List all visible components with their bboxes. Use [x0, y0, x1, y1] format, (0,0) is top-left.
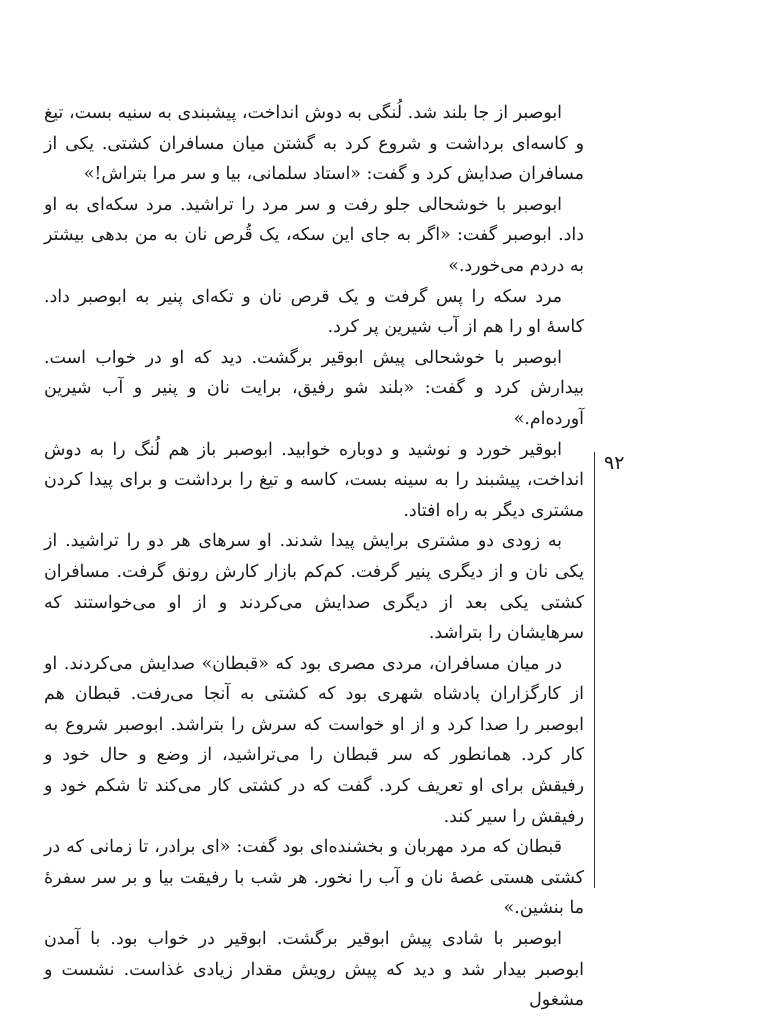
- page-number: ۹۲: [604, 452, 625, 474]
- paragraph: ابوصبر با خوشحالی پیش ابوقیر برگشت. دید که او در خواب است. بیدارش کرد و گفت: «بلند شو رفیق، برایت نان و پنیر و آب شیرین آورده‌ام.»: [44, 347, 584, 429]
- paragraph: در میان مسافران، مردی مصری بود که «قبطان» صدایش می‌کردند. او از کارگزاران پادشاه شهری بود که کشتی به آنجا می‌رفت. قبطان هم ابوصبر را صدا کرد و از او خواست که سرش را بتراشد. ابوصبر شروع به کار کرد. همانطور که سر قبطان را می‌تراشید، از وضع و حال خود و رفیقش برای او تعریف کرد. گفت که در کشتی کار می‌کند تا شکم خود و رفیقش را سیر کند.: [44, 653, 584, 827]
- paragraph: ابوصبر با شادی پیش ابوقیر برگشت. ابوقیر در خواب بود. با آمدن ابوصبر بیدار شد و دید که پیش رویش مقدار زیادی غذاست. نشست و مشغول: [44, 929, 584, 1011]
- paragraph: ابوصبر با خوشحالی جلو رفت و سر مرد را تراشید. مرد سکه‌ای به او داد. ابوصبر گفت: «اگر به جای این سکه، یک قُرص نان به من بدهی بیشتر به دردم می‌خورد.»: [44, 194, 584, 276]
- margin-rule: [594, 452, 595, 888]
- paragraph: ابوصبر از جا بلند شد. لُنگی به دوش انداخت، پیشبندی به سنیه بست، تیغ و کاسه‌ای برداشت و شروع کرد به گشتن میان مسافران کشتی. یکی از مسافران صدایش کرد و گفت: «استاد سلمانی، بیا و سر مرا بتراش!»: [44, 103, 584, 185]
- paragraph: مرد سکه را پس گرفت و یک قرص نان و تکه‌ای پنیر به ابوصبر داد. کاسهٔ او را هم از آب شیرین پر کرد.: [44, 286, 584, 338]
- paragraph: به زودی دو مشتری برایش پیدا شدند. او سرهای هر دو را تراشید. از یکی نان و از دیگری پنیر گرفت. کم‌کم بازار کارش رونق گرفت. مسافران کشتی یکی بعد از دیگری صدایش می‌کردند و از او می‌خواستند که سرهایشان را بتراشد.: [44, 531, 584, 644]
- paragraph: قبطان که مرد مهربان و بخشنده‌ای بود گفت: «ای برادر، تا زمانی که در کشتی هستی غصهٔ نان و آب را نخور. هر شب با رفیقت بیا و بر سر سفرهٔ ما بنشین.»: [44, 837, 584, 919]
- paragraph: ابوقیر خورد و نوشید و دوباره خوابید. ابوصبر باز هم لُنگ را به دوش انداخت، پیشبند را به سینه بست، کاسه و تیغ را برداشت و برای پیدا کردن مشتری دیگر به راه افتاد.: [44, 439, 584, 521]
- body-text: [44, 98, 584, 1016]
